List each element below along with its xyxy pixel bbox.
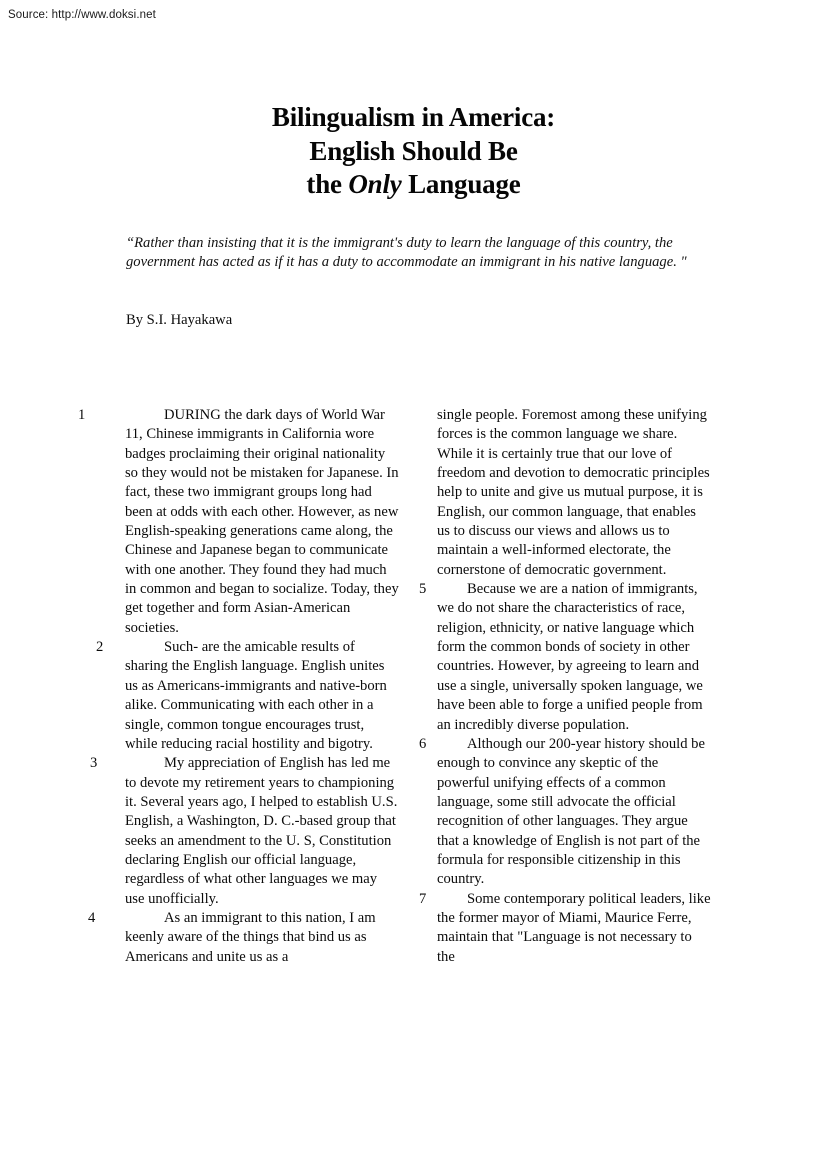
paragraph-body: Some contemporary political leaders, like the former mayor of Miami, Maurice Ferre, maintain that "Language is not necessary to the [437,890,711,965]
paragraph-text [437,890,711,967]
paragraph-text [437,580,711,735]
title-line-3-emphasis: Only [348,169,402,199]
paragraph-continued [419,406,711,580]
title-line-1: Bilingualism in America: [271,102,556,132]
paragraph-1 [70,406,400,638]
paragraph-body: My appreciation of English has led me to devote my retirement years to championing it. Several years ago, I helped to establish U.S. English, a Washington, D. C.-based group that seeks an amendment to the U. S, Constitution declaring English our official language, regardless of what other languages we may use unofficially. [125,755,398,907]
paragraph-number: 2 [96,639,104,656]
paragraph-2 [70,638,400,754]
page-title [0,101,827,202]
paragraph-text [437,735,711,890]
source-watermark: Source: http://www.doksi.net [8,9,156,21]
paragraph-number: 1 [78,407,86,423]
paragraph-4 [70,909,400,967]
paragraph-text [125,754,400,909]
paragraph-6 [419,735,711,890]
epigraph-quote: “Rather than insisting that it is the immigrant's duty to learn the language of this country, the government has acted as if it has a duty to accommodate an immigrant in his native language. " [126,235,687,271]
paragraph-number: 7 [419,890,427,907]
paragraph-number: 5 [419,581,427,598]
title-line-3 [0,168,827,202]
title-line-2: English Should Be [309,135,518,166]
byline: By S.I. Hayakawa [126,312,233,328]
paragraph-number: 6 [419,735,427,752]
paragraph-body: Such- are the amicable results of sharing the English language. English unites us as Americans-immigrants and native-born alike. Communicating with each other in a single, common tongue encourages trust, while reducing racial hostility and bigotry. [125,639,387,752]
paragraph-body: Although our 200-year history should be enough to convince any skeptic of the powerful unifying effects of a common language, some still advocate the official recognition of other languages. They argue that a knowledge of English is not part of the formula for responsible citizenship in this country. [437,735,705,888]
paragraph-text [125,638,400,754]
paragraph-body: As an immigrant to this nation, I am keenly aware of the things that bind us as Americans and unite us as a [125,909,376,965]
paragraph-body: DURING the dark days of World War 11, Chinese immigrants in California wore badges proclaiming their original nationality so they would not be mistaken for Japanese. In fact, these two immigrant groups long had been at odds with each other. However, as new English-speaking generations came along, the Chinese and Japanese began to communicate with one another. They found they had much in common and began to socialize. Today, they get together and form Asian-American societies. [125,407,399,636]
paragraph-7 [419,890,711,967]
paragraph-text [125,406,400,638]
paragraph-number: 3 [90,755,98,772]
paragraph-body: Because we are a nation of immigrants, we do not share the characteristics of race, religion, ethnicity, or native language which form the common bonds of society in other countries. However, by agreeing to learn and use a single, universally spoken language, we have been able to forge a unified people from an incredibly diverse population. [437,581,703,733]
body-column-left [70,406,400,967]
paragraph-5 [419,580,711,735]
paragraph-number: 4 [88,909,96,926]
paragraph-text [125,909,400,967]
paragraph-text [437,406,711,580]
body-column-right [419,406,711,967]
title-line-3-post: Language [401,169,521,199]
paragraph-3 [70,754,400,909]
title-line-3-pre: the [306,169,349,199]
paragraph-body: single people. Foremost among these unifying forces is the common language we share. While it is certainly true that our love of freedom and devotion to democratic principles help to unite and give us mutual purpose, it is English, our common language, that enables us to discuss our views and allows us to maintain a well-informed electorate, the cornerstone of democratic government. [437,407,710,578]
